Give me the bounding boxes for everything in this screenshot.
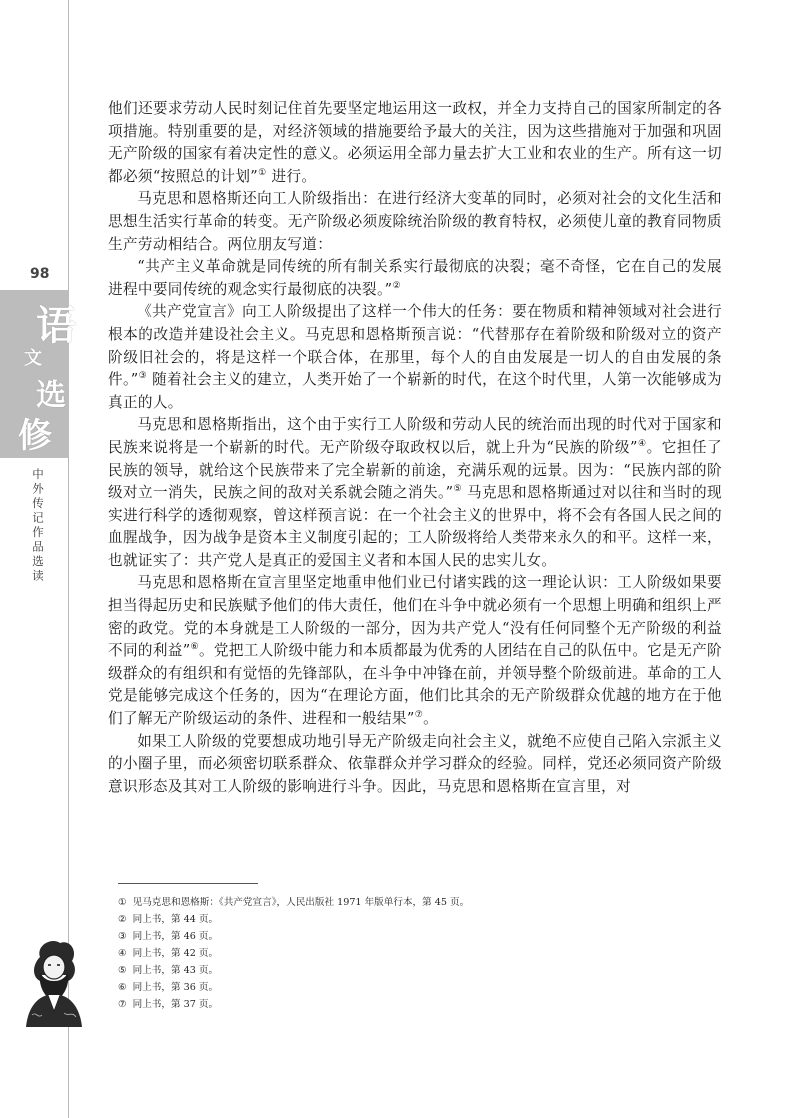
section-tab-char: 选	[36, 378, 66, 413]
section-tab-char: 修	[18, 416, 52, 456]
footnote: ⑤ 同上书，第 43 页。	[118, 965, 219, 976]
footnote: ② 同上书，第 44 页。	[118, 914, 219, 925]
paragraph: 马克思和恩格斯在宣言里坚定地重申他们业已付诸实践的这一理论认识：工人阶级如果要担当得起历史和民族赋予他们的伟大责任，他们在斗争中就必须有一个思想上明确和组织上严密的政党。党的本身就是工人阶级的一部分，因为共产党人“没有任何同整个无产阶级的利益不同的利益”⑥。党把工人阶级中能力和本质都最为优秀的人团结在自己的队伍中。它是无产阶级群众的有组织和有觉悟的先锋部队，在斗争中冲锋在前，并领导整个阶级前进。革命的工人党是能够完成这个任务的，因为“在理论方面，他们比其余的无产阶级群众优越的地方在于他们了解无产阶级运动的条件、进程和一般结果”⑦。	[108, 574, 722, 728]
section-tab	[0, 290, 76, 458]
footnotes	[118, 894, 638, 1013]
footnote-ref[interactable]: ⑦	[414, 710, 424, 721]
footnote-ref[interactable]: ④	[637, 439, 647, 450]
section-tab-char: 语	[36, 302, 76, 349]
quotation: “共产主义革命就是同传统的所有制关系实行最彻底的决裂；毫不奇怪，它在自己的发展进程中要同传统的观念实行最彻底的决裂。”②	[108, 258, 722, 298]
footnote-ref[interactable]: ⑥	[190, 642, 199, 653]
paragraph: 马克思和恩格斯还向工人阶级指出：在进行经济大变革的同时，必须对社会的文化生活和思想生活实行革命的转变。无产阶级必须废除统治阶级的教育特权，必须使儿童的教育同物质生产劳动相结合。两位朋友写道：	[108, 190, 722, 253]
footnote-divider	[118, 883, 258, 884]
paragraph: 马克思和恩格斯指出，这个由于实行工人阶级和劳动人民的统治而出现的时代对于国家和民族来说将是一个崭新的时代。无产阶级夺取政权以后，就上升为“民族的阶级”④。它担任了民族的领导，就给这个民族带来了完全崭新的前途，充满乐观的远景。因为：“民族内部的阶级对立一消失，民族之间的敌对关系就会随之消失。”⑤ 马克思和恩格斯通过对以往和当时的现实进行科学的透彻观察，曾这样预言说：在一个社会主义的世界中，将不会有各国人民之间的血腥战争，因为战争是资本主义制度引起的；工人阶级将给人类带来永久的和平。这样一来，也就证实了：共产党人是真正的爱国主义者和本国人民的忠实儿女。	[108, 416, 722, 569]
page-number: 98	[30, 266, 50, 282]
footnote: ④ 同上书，第 42 页。	[118, 948, 219, 959]
paragraph: 如果工人阶级的党要想成功地引导无产阶级走向社会主义，就绝不应使自己陷入宗派主义的小圈子里，而必须密切联系群众、依靠群众并学习群众的经验。同样，党还必须同资产阶级意识形态及其对工人阶级的影响进行斗争。因此，马克思和恩格斯在宣言里，对	[108, 732, 722, 795]
section-tab-char: 文	[24, 348, 42, 369]
footnote: ③ 同上书，第 46 页。	[118, 931, 219, 942]
paragraph: 他们还要求劳动人民时刻记住首先要坚定地运用这一政权，并全力支持自己的国家所制定的各项措施。特别重要的是，对经济领域的措施要给予最大的关注，因为这些措施对于加强和巩固无产阶级的国家有着决定性的意义。必须运用全部力量去扩大工业和农业的生产。所有这一切都必须“按照总的计划”① 进行。	[108, 100, 722, 185]
footnote-ref[interactable]: ⑤	[453, 484, 463, 495]
marx-portrait-illustration	[18, 935, 88, 1030]
footnote-ref[interactable]: ③	[138, 371, 148, 382]
footnote-ref[interactable]: ②	[392, 280, 401, 291]
footnote-ref[interactable]: ①	[258, 167, 267, 178]
footnote: ⑦ 同上书，第 37 页。	[118, 999, 219, 1010]
footnote: ① 见马克思和恩格斯：《共产党宣言》，人民出版社 1971 年版单行本，第 45 页。	[118, 897, 470, 908]
book-title-vertical: 中外传记作品选读	[31, 468, 45, 584]
paragraph: 《共产党宣言》向工人阶级提出了这样一个伟大的任务：要在物质和精神领域对社会进行根本的改造并建设社会主义。马克思和恩格斯预言说：“代替那存在着阶级和阶级对立的资产阶级旧社会的，将是这样一个联合体，在那里，每个人的自由发展是一切人的自由发展的条件。”③ 随着社会主义的建立，人类开始了一个崭新的时代，在这个时代里，人第一次能够成为真正的人。	[108, 303, 722, 411]
footnote: ⑥ 同上书，第 36 页。	[118, 982, 219, 993]
body-text	[108, 98, 722, 798]
